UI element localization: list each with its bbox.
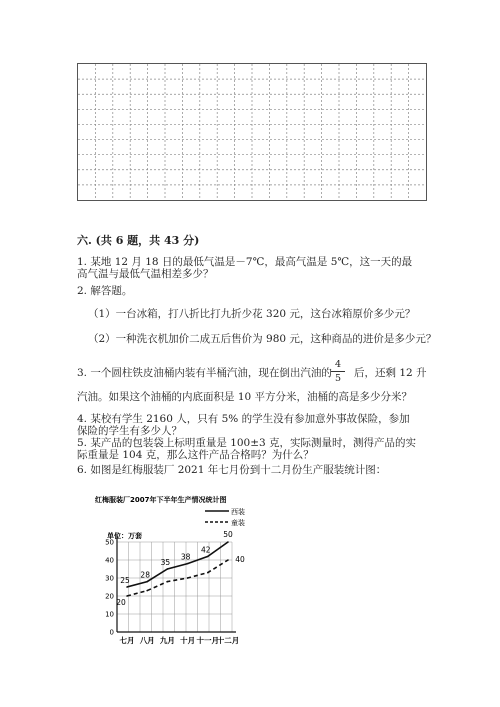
x-tick-label: 十月 xyxy=(180,636,196,645)
fraction-bar xyxy=(331,371,345,372)
data-label: 35 xyxy=(160,558,171,567)
question-3-part-2: 后，还剩 12 升 xyxy=(354,367,427,379)
legend-label-kids: 童装 xyxy=(231,519,245,527)
data-point xyxy=(126,586,128,588)
question-5: 5. 某产品的包装袋上标明重量是 100±3 克，实际测量时，测得产品的实际重量是 104 克，那么这件产品合格吗？为什么？ xyxy=(77,437,417,461)
y-tick-label: 20 xyxy=(105,592,114,601)
data-label: 50 xyxy=(223,530,233,539)
data-label: 28 xyxy=(140,570,150,580)
fraction-numerator: 4 xyxy=(334,359,342,370)
x-tick-label: 七月 xyxy=(119,636,135,645)
data-point xyxy=(167,568,169,570)
legend-label-suit: 西装 xyxy=(231,508,245,516)
chart-unit-label: 单位：万套 xyxy=(107,532,142,540)
data-label: 25 xyxy=(120,576,130,585)
data-label: 38 xyxy=(180,552,191,562)
data-label: 42 xyxy=(201,545,211,555)
data-label: 20 xyxy=(116,598,126,607)
question-2-part-2: （2）一种洗衣机加价二成五后售价为 980 元，这种商品的进价是多少元？ xyxy=(88,333,437,345)
x-tick-label: 九月 xyxy=(159,636,175,645)
production-line-chart xyxy=(95,490,245,652)
data-point xyxy=(146,590,148,592)
grid-lines xyxy=(78,64,426,200)
y-tick-label: 0 xyxy=(109,628,114,637)
x-tick-label: 十一月 xyxy=(196,636,220,645)
data-point xyxy=(187,577,189,579)
question-6: 6. 如图是红梅服装厂 2021 年七月份到十二月份生产服装统计图： xyxy=(77,464,387,476)
data-point xyxy=(227,541,229,543)
question-4: 4. 某校有学生 2160 人，只有 5% 的学生没有参加意外事故保险，参加保险的学生有多少人？ xyxy=(77,413,410,437)
x-tick-label: 十二月 xyxy=(216,636,240,645)
data-point xyxy=(126,595,128,597)
chart-title: 红梅服装厂2007年下半年生产情况统计图 xyxy=(95,496,227,504)
data-point xyxy=(187,563,189,565)
data-point xyxy=(167,581,169,583)
question-3-line-2: 汽油。如果这个油桶的内底面积是 10 平方分米，油桶的高是多少分米？ xyxy=(77,391,413,403)
data-point xyxy=(207,556,209,558)
data-label: 40 xyxy=(235,555,245,564)
data-point xyxy=(146,581,148,583)
fraction-denominator: 5 xyxy=(334,373,342,384)
y-tick-label: 40 xyxy=(105,556,114,565)
data-point xyxy=(207,572,209,574)
y-tick-label: 50 xyxy=(105,538,114,547)
question-2: 2. 解答题。 xyxy=(77,285,133,297)
question-2-part-1: （1）一台冰箱，打八折比打九折少花 320 元，这台冰箱原价多少元？ xyxy=(88,308,416,320)
question-1: 1. 某地 12 月 18 日的最低气温是－7℃，最高气温是 5℃，这一天的最高气温与最低气温相差多少？ xyxy=(77,256,413,280)
y-tick-label: 30 xyxy=(105,574,114,583)
y-tick-label: 10 xyxy=(105,610,114,619)
data-point xyxy=(227,559,229,561)
section-title: 六. (共 6 题，共 43 分) xyxy=(77,234,200,247)
fraction xyxy=(331,359,345,384)
series-line-suit xyxy=(127,542,228,587)
x-tick-label: 八月 xyxy=(139,636,155,645)
answer-grid xyxy=(77,63,427,201)
question-3-part-1: 3. 一个圆柱铁皮油桶内装有半桶汽油，现在倒出汽油的 xyxy=(77,367,332,379)
